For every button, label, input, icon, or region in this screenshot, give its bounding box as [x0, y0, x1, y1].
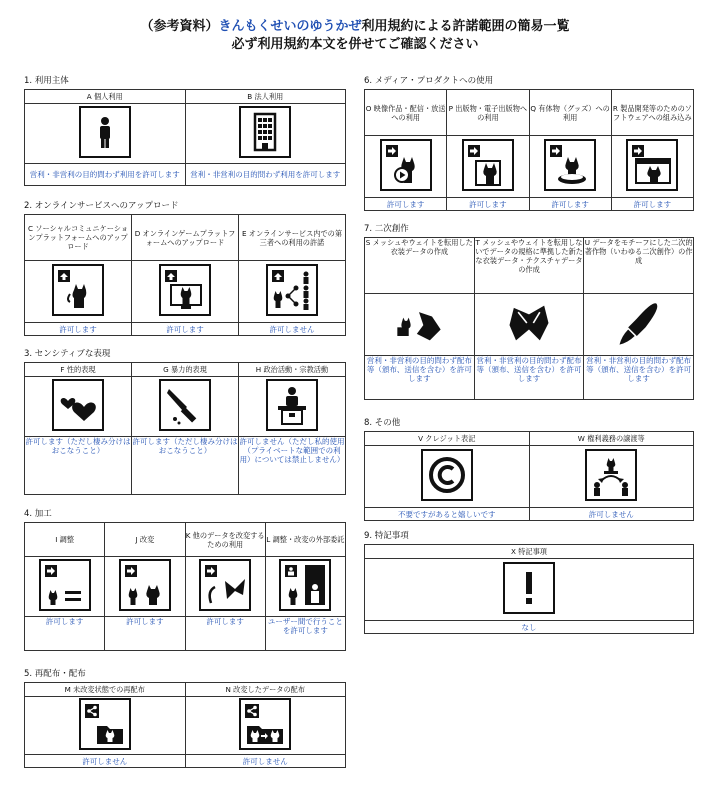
item-head: H 政治活動・宗教活動: [239, 363, 346, 377]
mesh-reuse-icon: [393, 297, 445, 349]
item-head: P 出版物・電子出版物への利用: [447, 90, 529, 136]
video-icon: [380, 139, 432, 191]
new-costume-icon: [503, 297, 555, 349]
person-icon: [79, 106, 131, 158]
podium-icon: [266, 379, 318, 431]
goods-icon: [544, 139, 596, 191]
item-head: U データをモチーフにした二次的著作物（いわゆる二次創作）の作成: [584, 238, 694, 294]
item-status: 許可しません（ただし私的使用（プライベートな範囲での利用）については禁止しません）: [239, 437, 346, 495]
item-head: N 改変したデータの配布: [185, 683, 346, 697]
exclamation-icon: [503, 562, 555, 614]
item-head: V クレジット表記: [365, 432, 530, 446]
page-title: （参考資料）きんもくせいのゆうかぜ利用規約による許諾範囲の簡易一覧: [140, 19, 570, 34]
item-status: 許可します: [529, 198, 611, 211]
item-status: 許可します（ただし棲み分けはおこなうこと）: [132, 437, 239, 495]
redistribute-icon: [79, 698, 131, 750]
item-status: 許可します: [105, 617, 185, 651]
section-special-notes: 9. 特記事項 X 特記事項 なし: [364, 531, 694, 634]
section-online-upload: 2. オンラインサービスへのアップロード C ソーシャルコミュニケーションプラットフォームへのアップロード D オンラインゲームプラットフォームへのアップロード E オンラインサービス内での第三者への利用の許諾 許可します 許可します 許可しません: [24, 201, 346, 336]
item-head: J 改変: [105, 523, 185, 557]
copyright-icon: [421, 449, 473, 501]
item-status: 不要ですがあると嬉しいです: [365, 508, 530, 521]
item-head: F 性的表現: [25, 363, 132, 377]
transfer-icon: [585, 449, 637, 501]
publication-icon: [462, 139, 514, 191]
item-head: E オンラインサービス内での第三者への利用の許諾: [239, 215, 346, 261]
upload-game-icon: [159, 264, 211, 316]
software-icon: [626, 139, 678, 191]
pen-icon: [613, 297, 665, 349]
item-status: 営利・非営利の目的問わず配布等（頒布、送信を含む）を許可します: [365, 356, 475, 400]
section-usage-subject: 1. 利用主体 A 個人利用 B 法人利用 営利・非営利の目的問わず利用を許可します 営利・非営利の目的問わず利用を許可します: [24, 76, 346, 186]
item-status: 許可しません: [185, 755, 346, 768]
item-head: K 他のデータを改変するための利用: [185, 523, 265, 557]
item-head: D オンラインゲームプラットフォームへのアップロード: [132, 215, 239, 261]
building-icon: [239, 106, 291, 158]
upload-social-icon: [52, 264, 104, 316]
section-processing: 4. 加工 I 調整 J 改変 K 他のデータを改変するための利用 L 調整・改変の外部委託 許可します 許可します 許可します ユーザー間で行うことを許可します: [24, 509, 346, 651]
item-status: 許可します: [447, 198, 529, 211]
section-media-products: 6. メディア・プロダクトへの使用 O 映像作品・配信・放送への利用 P 出版物・電子出版物への利用 Q 有体物（グッズ）への利用 R 製品開発等のためのソフトウェアへの組み込み 許可します 許可します 許可します 許可します: [364, 76, 694, 211]
distribute-modified-icon: [239, 698, 291, 750]
hearts-icon: [52, 379, 104, 431]
item-status: なし: [365, 621, 694, 634]
item-head: W 権利義務の譲渡等: [529, 432, 694, 446]
morph-icon: [199, 559, 251, 611]
item-head: T メッシュやウェイトを転用しないでデータの規格に準拠した新たな衣装データ・テクスチャデータの作成: [474, 238, 584, 294]
item-status: 営利・非営利の目的問わず配布等（頒布、送信を含む）を許可します: [474, 356, 584, 400]
item-head: X 特記事項: [365, 545, 694, 559]
item-status: 営利・非営利の目的問わず利用を許可します: [185, 164, 346, 186]
item-head: I 調整: [25, 523, 105, 557]
item-head: Q 有体物（グッズ）への利用: [529, 90, 611, 136]
item-status: 営利・非営利の目的問わず配布等（頒布、送信を含む）を許可します: [584, 356, 694, 400]
item-status: 許可します: [611, 198, 693, 211]
item-head: O 映像作品・配信・放送への利用: [365, 90, 447, 136]
item-status: 許可します（ただし棲み分けはおこなうこと）: [25, 437, 132, 495]
section-sensitive-expression: 3. センシティブな表現 F 性的表現 G 暴力的表現 H 政治活動・宗教活動 許可します（ただし棲み分けはおこなうこと） 許可します（ただし棲み分けはおこなうこと） 許可しません（ただし私的使用（プライベートな範囲での利用）については禁止しません）: [24, 349, 346, 495]
modify-icon: [119, 559, 171, 611]
item-status: 許可します: [132, 323, 239, 336]
item-head: B 法人利用: [185, 90, 346, 104]
item-status: ユーザー間で行うことを許可します: [265, 617, 345, 651]
item-head: C ソーシャルコミュニケーションプラットフォームへのアップロード: [25, 215, 132, 261]
item-status: 許可しません: [25, 755, 186, 768]
knife-icon: [159, 379, 211, 431]
item-head: S メッシュやウェイトを転用した衣装データの作成: [365, 238, 475, 294]
page-subtitle: 必ず利用規約本文を併せてご確認ください: [231, 37, 479, 52]
item-status: 許可します: [25, 323, 132, 336]
adjust-icon: [39, 559, 91, 611]
item-status: 許可しません: [239, 323, 346, 336]
item-status: 許可します: [25, 617, 105, 651]
section-derivative-works: 7. 二次創作 S メッシュやウェイトを転用した衣装データの作成 T メッシュやウェイトを転用しないでデータの規格に準拠した新たな衣装データ・テクスチャデータの作成 U データをモチーフにした二次的著作物（いわゆる二次創作）の作成 営利・非営利の目的問わず配布等（頒布、送信を含む）を許可します 営利・非営利の目的問わず配布等（頒布、送信を含む）を許可します 営利・非営利の目的問わず配布等（頒布、送信を含む）を許可します: [364, 224, 694, 400]
item-status: 許可しません: [529, 508, 694, 521]
section-redistribution: 5. 再配布・配布 M 未改変状態での再配布 N 改変したデータの配布 許可しません 許可しません: [24, 669, 346, 768]
item-head: M 未改変状態での再配布: [25, 683, 186, 697]
item-head: G 暴力的表現: [132, 363, 239, 377]
item-status: 許可します: [365, 198, 447, 211]
section-other: 8. その他 V クレジット表記 W 権利義務の譲渡等 不要ですがあると嬉しいです 許可しません: [364, 418, 694, 521]
item-status: 営利・非営利の目的問わず利用を許可します: [25, 164, 186, 186]
item-head: R 製品開発等のためのソフトウェアへの組み込み: [611, 90, 693, 136]
item-head: A 個人利用: [25, 90, 186, 104]
item-status: 許可します: [185, 617, 265, 651]
item-head: L 調整・改変の外部委託: [265, 523, 345, 557]
outsource-icon: [279, 559, 331, 611]
share-third-party-icon: [266, 264, 318, 316]
